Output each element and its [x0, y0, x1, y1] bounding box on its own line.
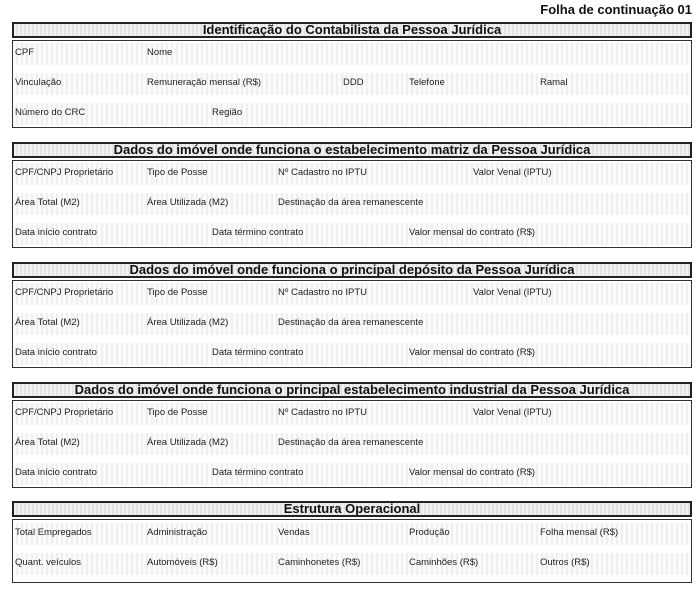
- label-valor-mensal: Valor mensal do contrato (R$): [409, 227, 536, 238]
- label-area-utilizada: Área Utilizada (M2): [147, 197, 229, 208]
- label-vinculacao: Vinculação: [15, 77, 62, 88]
- label-total-empregados: Total Empregados: [15, 527, 92, 538]
- label-cadastro-iptu: Nº Cadastro no IPTU: [278, 407, 368, 418]
- row-deposito-contrato[interactable]: [13, 343, 691, 365]
- label-ddd: DDD: [343, 77, 364, 88]
- label-regiao: Região: [212, 107, 243, 118]
- label-outros: Outros (R$): [540, 557, 590, 568]
- label-valor-venal: Valor Venal (IPTU): [473, 407, 552, 418]
- label-area-total: Área Total (M2): [15, 197, 80, 208]
- row-industrial-proprietario[interactable]: [13, 403, 691, 425]
- label-data-inicio: Data início contrato: [15, 227, 97, 238]
- row-empregados[interactable]: [13, 523, 691, 545]
- label-cadastro-iptu: Nº Cadastro no IPTU: [278, 287, 368, 298]
- section-estrutura: [12, 519, 692, 583]
- label-cpf-cnpj: CPF/CNPJ Proprietário: [15, 287, 114, 298]
- section-title-matriz: Dados do imóvel onde funciona o estabelecimento matriz da Pessoa Jurídica: [12, 142, 692, 158]
- row-industrial-contrato[interactable]: [13, 463, 691, 485]
- label-telefone: Telefone: [409, 77, 445, 88]
- page-label: Folha de continuação 01: [540, 2, 692, 17]
- label-caminhoes: Caminhões (R$): [409, 557, 479, 568]
- row-deposito-proprietario[interactable]: [13, 283, 691, 305]
- section-title-contabilista: Identificação do Contabilista da Pessoa Jurídica: [12, 22, 692, 38]
- label-tipo-posse: Tipo de Posse: [147, 407, 208, 418]
- row-matriz-contrato[interactable]: [13, 223, 691, 245]
- row-veiculos[interactable]: [13, 553, 691, 575]
- label-data-termino: Data término contrato: [212, 227, 304, 238]
- label-valor-venal: Valor Venal (IPTU): [473, 167, 552, 178]
- label-data-inicio: Data início contrato: [15, 467, 97, 478]
- section-title-estrutura: Estrutura Operacional: [12, 501, 692, 517]
- label-ramal: Ramal: [540, 77, 568, 88]
- label-producao: Produção: [409, 527, 450, 538]
- label-crc: Número do CRC: [15, 107, 86, 118]
- label-folha-mensal: Folha mensal (R$): [540, 527, 619, 538]
- label-cadastro-iptu: Nº Cadastro no IPTU: [278, 167, 368, 178]
- label-valor-mensal: Valor mensal do contrato (R$): [409, 347, 536, 358]
- row-matriz-area[interactable]: [13, 193, 691, 215]
- row-vinculacao[interactable]: [13, 73, 691, 95]
- label-veiculos: Quant. veículos: [15, 557, 82, 568]
- label-remuneracao: Remuneração mensal (R$): [147, 77, 262, 88]
- section-industrial: [12, 400, 692, 488]
- label-area-total: Área Total (M2): [15, 317, 80, 328]
- label-destinacao: Destinação da área remanescente: [278, 437, 424, 448]
- row-matriz-proprietario[interactable]: [13, 163, 691, 185]
- label-cpf: CPF: [15, 47, 34, 58]
- section-matriz: [12, 160, 692, 248]
- label-destinacao: Destinação da área remanescente: [278, 317, 424, 328]
- label-nome: Nome: [147, 47, 173, 58]
- section-title-industrial: Dados do imóvel onde funciona o principal estabelecimento industrial da Pessoa Jurídica: [12, 382, 692, 398]
- section-title-deposito: Dados do imóvel onde funciona o principal depósito da Pessoa Jurídica: [12, 262, 692, 278]
- row-cpf-nome[interactable]: [13, 43, 691, 65]
- label-cpf-cnpj: CPF/CNPJ Proprietário: [15, 407, 114, 418]
- label-data-termino: Data término contrato: [212, 347, 304, 358]
- label-area-utilizada: Área Utilizada (M2): [147, 317, 229, 328]
- label-vendas: Vendas: [278, 527, 310, 538]
- row-industrial-area[interactable]: [13, 433, 691, 455]
- label-valor-venal: Valor Venal (IPTU): [473, 287, 552, 298]
- row-crc[interactable]: [13, 103, 691, 125]
- label-tipo-posse: Tipo de Posse: [147, 167, 208, 178]
- label-destinacao: Destinação da área remanescente: [278, 197, 424, 208]
- label-area-utilizada: Área Utilizada (M2): [147, 437, 229, 448]
- label-valor-mensal: Valor mensal do contrato (R$): [409, 467, 536, 478]
- label-data-termino: Data término contrato: [212, 467, 304, 478]
- label-data-inicio: Data início contrato: [15, 347, 97, 358]
- section-deposito: [12, 280, 692, 368]
- label-tipo-posse: Tipo de Posse: [147, 287, 208, 298]
- label-automoveis: Automóveis (R$): [147, 557, 218, 568]
- label-administracao: Administração: [147, 527, 208, 538]
- row-deposito-area[interactable]: [13, 313, 691, 335]
- label-caminhonetes: Caminhonetes (R$): [278, 557, 361, 568]
- section-contabilista: [12, 40, 692, 128]
- label-cpf-cnpj: CPF/CNPJ Proprietário: [15, 167, 114, 178]
- label-area-total: Área Total (M2): [15, 437, 80, 448]
